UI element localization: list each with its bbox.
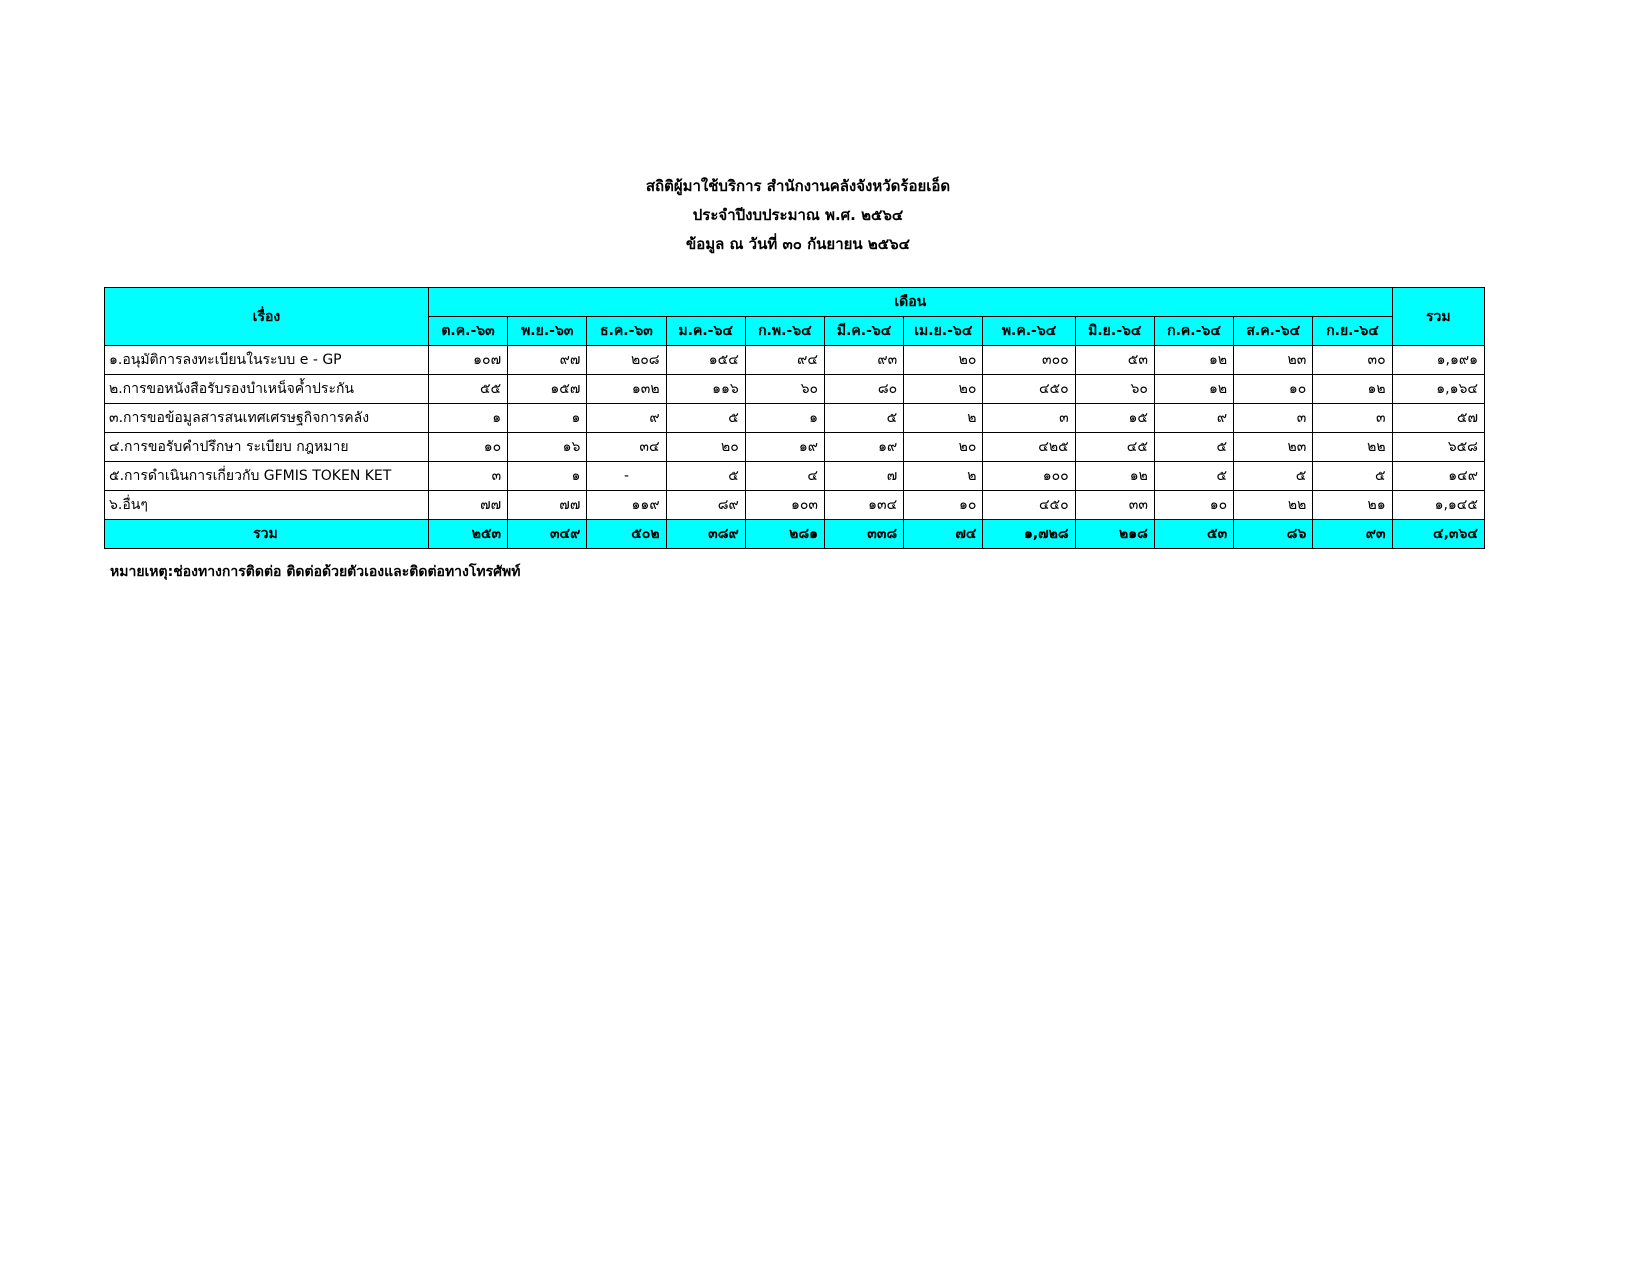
month-value-cell: ๙ <box>1154 404 1233 433</box>
month-header: ก.ย.-๖๔ <box>1313 317 1392 346</box>
month-value-cell: ๗๗ <box>508 491 587 520</box>
month-value-cell: ๗๗ <box>428 491 507 520</box>
month-header: มี.ค.-๖๔ <box>825 317 904 346</box>
month-header: ก.ค.-๖๔ <box>1154 317 1233 346</box>
month-value-cell: ๓ <box>428 462 507 491</box>
row-total-cell: ๑๔๙ <box>1392 462 1484 491</box>
month-value-cell: ๑๐ <box>1154 491 1233 520</box>
month-header: ก.พ.-๖๔ <box>745 317 824 346</box>
month-value-cell: ๑๐๓ <box>745 491 824 520</box>
month-value-cell: ๑๓๒ <box>587 375 666 404</box>
month-value-cell: ๑๒ <box>1075 462 1154 491</box>
table-row <box>105 433 1485 462</box>
month-value-cell: ๑๒ <box>1154 346 1233 375</box>
month-value-cell: ๒๑๘ <box>1075 520 1154 549</box>
month-value-cell: ๙๗ <box>508 346 587 375</box>
month-value-cell: ๒๐ <box>904 375 983 404</box>
table-body <box>105 346 1485 549</box>
month-value-cell: ๕๐๒ <box>587 520 666 549</box>
row-subject: ๒.การขอหนังสือรับรองบำเหน็จค้ำประกัน <box>105 375 429 404</box>
month-value-cell: ๙ <box>587 404 666 433</box>
month-value-cell: ๕ <box>1154 433 1233 462</box>
month-value-cell: ๒๑ <box>1313 491 1392 520</box>
table-row <box>105 346 1485 375</box>
month-header: ต.ค.-๖๓ <box>428 317 507 346</box>
month-value-cell: ๑ <box>745 404 824 433</box>
month-value-cell: ๑๐ <box>428 433 507 462</box>
month-value-cell: ๙๓ <box>1313 520 1392 549</box>
report-data-date: ข้อมูล ณ วันที่ ๓๐ กันยายน ๒๕๖๔ <box>685 235 911 253</box>
header-row-group <box>105 288 1485 317</box>
row-subject: ๖.อื่นๆ <box>105 491 429 520</box>
month-value-cell: ๕ <box>666 404 745 433</box>
month-header: เม.ย.-๖๔ <box>904 317 983 346</box>
row-subject: ๓.การขอข้อมูลสารสนเทศเศรษฐกิจการคลัง <box>105 404 429 433</box>
table-row <box>105 404 1485 433</box>
month-value-cell: ๑ <box>508 404 587 433</box>
month-value-cell: ๑ <box>508 462 587 491</box>
total-row <box>105 520 1485 549</box>
report-fiscal-year: ประจำปีงบประมาณ พ.ศ. ๒๕๖๔ <box>692 206 904 224</box>
row-total-cell: ๑,๑๙๑ <box>1392 346 1484 375</box>
month-value-cell: ๒๓ <box>1234 433 1313 462</box>
row-total-cell: ๔,๓๖๔ <box>1392 520 1484 549</box>
month-value-cell: ๕๓ <box>1154 520 1233 549</box>
month-value-cell: ๕ <box>825 404 904 433</box>
month-value-cell: ๒๐ <box>666 433 745 462</box>
month-header: ธ.ค.-๖๓ <box>587 317 666 346</box>
month-value-cell: ๑ <box>428 404 507 433</box>
month-value-cell: ๒๘๑ <box>745 520 824 549</box>
month-value-cell: ๕๓ <box>1075 346 1154 375</box>
month-value-cell: ๖๐ <box>1075 375 1154 404</box>
month-value-cell: ๘๖ <box>1234 520 1313 549</box>
month-header: ม.ค.-๖๔ <box>666 317 745 346</box>
row-total-cell: ๖๕๘ <box>1392 433 1484 462</box>
month-value-cell: ๘๙ <box>666 491 745 520</box>
month-value-cell: ๒๒ <box>1313 433 1392 462</box>
month-value-cell: ๗ <box>825 462 904 491</box>
month-value-cell: ๔๒๕ <box>983 433 1075 462</box>
month-value-cell: ๓๓๘ <box>825 520 904 549</box>
total-row-label: รวม <box>105 520 429 549</box>
month-value-cell: ๓ <box>1234 404 1313 433</box>
table-row <box>105 375 1485 404</box>
month-value-cell: ๓๐๐ <box>983 346 1075 375</box>
month-value-cell: ๕๕ <box>428 375 507 404</box>
month-value-cell: ๙๔ <box>745 346 824 375</box>
month-value-cell: ๑๕ <box>1075 404 1154 433</box>
month-group-header: เดือน <box>428 288 1392 317</box>
row-subject: ๑.อนุมัติการลงทะเบียนในระบบ e - GP <box>105 346 429 375</box>
month-value-cell: ๕ <box>1154 462 1233 491</box>
month-value-cell: ๑๐๐ <box>983 462 1075 491</box>
service-statistics-table <box>104 287 1485 549</box>
month-value-cell: ๓๐ <box>1313 346 1392 375</box>
month-header: มิ.ย.-๖๔ <box>1075 317 1154 346</box>
month-header: พ.ค.-๖๔ <box>983 317 1075 346</box>
month-value-cell: ๓๘๙ <box>666 520 745 549</box>
month-value-cell: ๑๐๗ <box>428 346 507 375</box>
month-value-cell: ๓๔๙ <box>508 520 587 549</box>
month-value-cell: ๒๒ <box>1234 491 1313 520</box>
month-value-cell: ๑๐ <box>904 491 983 520</box>
report-title-block <box>0 172 1596 259</box>
table-row <box>105 462 1485 491</box>
month-value-cell: ๔๕๐ <box>983 491 1075 520</box>
month-value-cell: ๓๔ <box>587 433 666 462</box>
remark-note: หมายเหตุ:ช่องทางการติดต่อ ติดต่อด้วยตัวเองและติดต่อทางโทรศัพท์ <box>110 564 521 580</box>
month-value-cell: ๘๐ <box>825 375 904 404</box>
month-value-cell: ๖๐ <box>745 375 824 404</box>
month-value-cell: - <box>587 462 666 491</box>
month-value-cell: ๔๕๐ <box>983 375 1075 404</box>
month-value-cell: ๑๙ <box>745 433 824 462</box>
month-value-cell: ๓ <box>983 404 1075 433</box>
row-total-cell: ๑,๑๖๔ <box>1392 375 1484 404</box>
month-value-cell: ๑๐ <box>1234 375 1313 404</box>
table-row <box>105 491 1485 520</box>
month-value-cell: ๔๕ <box>1075 433 1154 462</box>
month-header: พ.ย.-๖๓ <box>508 317 587 346</box>
month-value-cell: ๒๓ <box>1234 346 1313 375</box>
month-value-cell: ๑๒ <box>1154 375 1233 404</box>
month-header: ส.ค.-๖๔ <box>1234 317 1313 346</box>
row-total-cell: ๕๗ <box>1392 404 1484 433</box>
month-value-cell: ๒๐ <box>904 346 983 375</box>
total-header: รวม <box>1392 288 1484 346</box>
month-value-cell: ๒๐๘ <box>587 346 666 375</box>
month-value-cell: ๒ <box>904 462 983 491</box>
month-value-cell: ๓๓ <box>1075 491 1154 520</box>
month-value-cell: ๑๕๗ <box>508 375 587 404</box>
row-subject: ๔.การขอรับคำปรึกษา ระเบียบ กฎหมาย <box>105 433 429 462</box>
month-value-cell: ๙๓ <box>825 346 904 375</box>
month-value-cell: ๕ <box>1234 462 1313 491</box>
month-value-cell: ๑๕๔ <box>666 346 745 375</box>
month-value-cell: ๑๑๖ <box>666 375 745 404</box>
row-subject: ๕.การดำเนินการเกี่ยวกับ GFMIS TOKEN KET <box>105 462 429 491</box>
month-value-cell: ๗๔ <box>904 520 983 549</box>
month-value-cell: ๑๒ <box>1313 375 1392 404</box>
report-title: สถิติผู้มาใช้บริการ สำนักงานคลังจังหวัดร้อยเอ็ด <box>645 177 951 195</box>
month-value-cell: ๕ <box>666 462 745 491</box>
month-value-cell: ๓ <box>1313 404 1392 433</box>
month-value-cell: ๔ <box>745 462 824 491</box>
month-value-cell: ๕ <box>1313 462 1392 491</box>
month-value-cell: ๒๕๓ <box>428 520 507 549</box>
month-value-cell: ๒ <box>904 404 983 433</box>
month-value-cell: ๒๐ <box>904 433 983 462</box>
subject-header: เรื่อง <box>105 288 429 346</box>
row-total-cell: ๑,๑๔๕ <box>1392 491 1484 520</box>
month-value-cell: ๑,๗๒๘ <box>983 520 1075 549</box>
month-value-cell: ๑๖ <box>508 433 587 462</box>
month-value-cell: ๑๑๙ <box>587 491 666 520</box>
month-value-cell: ๑๙ <box>825 433 904 462</box>
month-value-cell: ๑๓๔ <box>825 491 904 520</box>
